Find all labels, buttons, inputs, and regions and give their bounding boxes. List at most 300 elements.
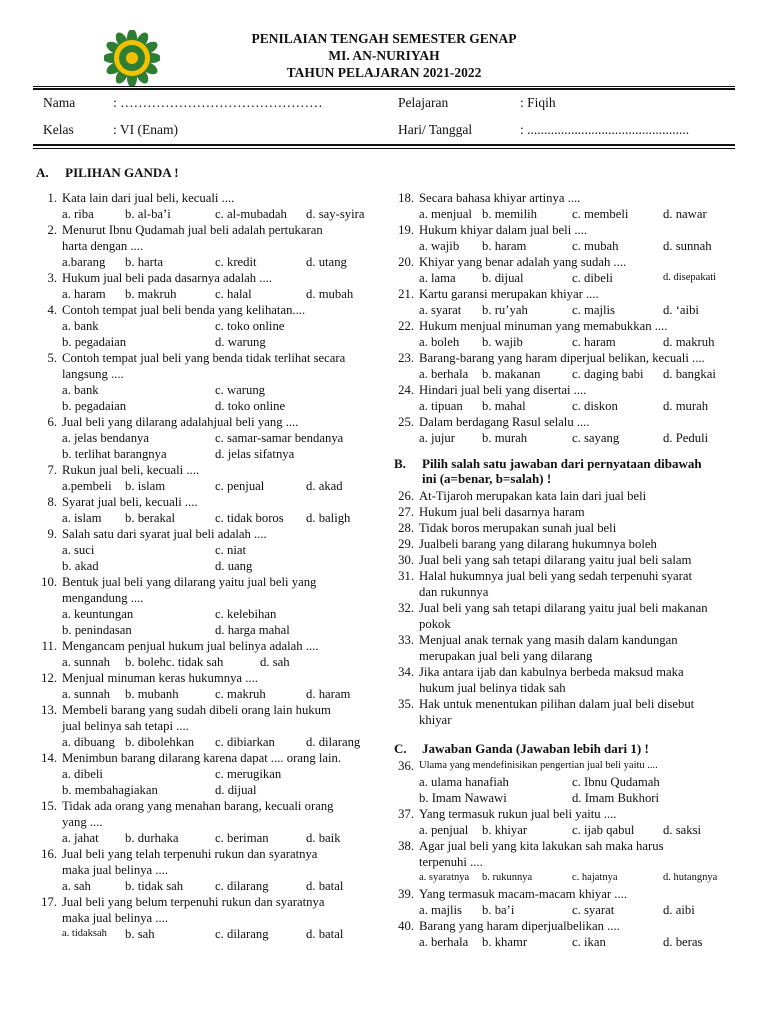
- answer-option[interactable]: a. suci: [62, 543, 95, 557]
- pelajaran-value: : Fiqih: [520, 95, 556, 110]
- answer-option[interactable]: a. berhala: [419, 367, 469, 381]
- answer-option[interactable]: b. berakal: [125, 511, 176, 525]
- answer-option[interactable]: c. ijab qabul: [572, 823, 635, 837]
- answer-option[interactable]: b. mahal: [482, 399, 526, 413]
- question-number: 6.: [47, 415, 57, 429]
- statement-text: Menjual anak ternak yang masih dalam kandungan: [419, 633, 678, 647]
- option-row: [62, 830, 373, 846]
- option-row: [62, 334, 373, 350]
- answer-option[interactable]: a. lama: [419, 271, 456, 285]
- question-item: [33, 462, 373, 494]
- question-text: Ulama yang mendefinisikan pengertian jual beli yaitu ....: [419, 760, 658, 771]
- answer-option[interactable]: c. samar-samar bendanya: [215, 431, 344, 445]
- question-number: 24.: [398, 383, 414, 397]
- answer-option[interactable]: a. sah: [62, 879, 91, 893]
- question-text: Salah satu dari syarat jual beli adalah ....: [62, 527, 267, 541]
- question-text: harta dengan ....: [62, 239, 144, 253]
- answer-option[interactable]: a. tipuan: [419, 399, 463, 413]
- answer-option[interactable]: b. dibolehkan: [125, 735, 195, 749]
- option-row: [62, 478, 373, 494]
- answer-option[interactable]: c. dilarang: [215, 927, 269, 941]
- option-row: [419, 270, 740, 286]
- answer-option[interactable]: c. membeli: [572, 207, 629, 221]
- answer-option[interactable]: c. majlis: [572, 303, 615, 317]
- question-text: Khiyar yang benar adalah yang sudah ....: [419, 255, 627, 269]
- answer-option[interactable]: d. akad: [306, 479, 343, 493]
- statement-item: [390, 504, 740, 520]
- answer-option[interactable]: d. uang: [215, 559, 253, 573]
- section-c-letter: C.: [394, 741, 407, 756]
- answer-option[interactable]: d. batal: [306, 879, 344, 893]
- question-item: [33, 190, 373, 222]
- answer-option[interactable]: b. islam: [125, 479, 166, 493]
- question-text: Contoh tempat jual beli benda yang kelihatan....: [62, 303, 306, 317]
- option-row: [419, 934, 740, 950]
- answer-option[interactable]: b. bolehc. tidak sah: [125, 655, 224, 669]
- statement-text: hukum jual belinya tidak sah: [419, 681, 566, 695]
- question-number: 25.: [398, 415, 414, 429]
- question-text: jual belinya sah tetapi ....: [62, 719, 189, 733]
- statement-text: merupakan jual beli yang dilarang: [419, 649, 593, 663]
- statement-item: [390, 664, 740, 696]
- answer-option[interactable]: a. ulama hanafiah: [419, 775, 509, 789]
- question-number: 4.: [47, 303, 57, 317]
- option-row: [419, 774, 740, 790]
- answer-option[interactable]: c. sayang: [572, 431, 620, 445]
- answer-option[interactable]: b. akad: [62, 559, 99, 573]
- statement-text: Tidak boros merupakan sunah jual beli: [419, 521, 617, 535]
- answer-option[interactable]: b. pegadaian: [62, 399, 127, 413]
- question-number: 10.: [41, 575, 57, 589]
- question-item: [33, 302, 373, 350]
- question-item: [390, 918, 740, 950]
- answer-option[interactable]: d. sah: [260, 655, 290, 669]
- statement-text: Hukum jual beli dasarnya haram: [419, 505, 585, 519]
- statement-text: pokok: [419, 617, 451, 631]
- question-item: [33, 798, 373, 846]
- option-row: [62, 430, 373, 446]
- answer-option[interactable]: a. bank: [62, 319, 99, 333]
- statement-number: 30.: [398, 553, 414, 567]
- answer-option[interactable]: b. wajib: [482, 335, 523, 349]
- answer-option[interactable]: a. syaratnya: [419, 872, 470, 883]
- answer-option[interactable]: d. sunnah: [663, 239, 712, 253]
- answer-option[interactable]: d. warung: [215, 335, 266, 349]
- answer-option[interactable]: a. syarat: [419, 303, 462, 317]
- question-text: terpenuhi ....: [419, 855, 483, 869]
- answer-option[interactable]: b. penindasan: [62, 623, 132, 637]
- answer-option[interactable]: a. jelas bendanya: [62, 431, 150, 445]
- question-item: [390, 222, 740, 254]
- statement-item: [390, 696, 740, 728]
- answer-option[interactable]: b. sah: [125, 927, 155, 941]
- option-row: [419, 238, 740, 254]
- answer-option[interactable]: c. dibeli: [572, 271, 613, 285]
- question-text: mengandung ....: [62, 591, 144, 605]
- answer-option[interactable]: d. jelas sifatnya: [215, 447, 295, 461]
- answer-option[interactable]: a. bank: [62, 383, 99, 397]
- nama-field[interactable]: : ………………………………………: [113, 95, 323, 110]
- question-item: [33, 526, 373, 574]
- question-number: 39.: [398, 887, 414, 901]
- kelas-label: Kelas: [43, 122, 74, 137]
- question-item: [33, 414, 373, 462]
- question-item: [33, 894, 373, 942]
- question-item: [390, 286, 740, 318]
- option-row: [62, 254, 373, 270]
- answer-option[interactable]: b. al-ba’i: [125, 207, 171, 221]
- answer-option[interactable]: d. beras: [663, 935, 703, 949]
- option-row: [62, 558, 373, 574]
- answer-option[interactable]: c. halal: [215, 287, 252, 301]
- answer-option[interactable]: b. khiyar: [482, 823, 528, 837]
- statement-number: 31.: [398, 569, 414, 583]
- question-number: 2.: [47, 223, 57, 237]
- answer-option[interactable]: d. saksi: [663, 823, 702, 837]
- answer-option[interactable]: d. baligh: [306, 511, 351, 525]
- answer-option[interactable]: d. aibi: [663, 903, 695, 917]
- answer-option[interactable]: b. Imam Nawawi: [419, 791, 507, 805]
- option-row: [419, 870, 740, 886]
- question-item: [33, 350, 373, 414]
- answer-option[interactable]: d. haram: [306, 687, 351, 701]
- school-name: MI. AN-NURIYAH: [328, 48, 440, 63]
- question-number: 8.: [47, 495, 57, 509]
- answer-option[interactable]: b. ru’yah: [482, 303, 528, 317]
- question-text: Dalam berdagang Rasul selalu ....: [419, 415, 590, 429]
- answer-option[interactable]: d. harga mahal: [215, 623, 290, 637]
- answer-option[interactable]: d. baik: [306, 831, 341, 845]
- answer-option[interactable]: c. beriman: [215, 831, 269, 845]
- question-number: 36.: [398, 759, 414, 773]
- question-item: [33, 750, 373, 798]
- question-number: 16.: [41, 847, 57, 861]
- question-text: langsung ....: [62, 367, 124, 381]
- answer-option[interactable]: b. memilih: [482, 207, 537, 221]
- answer-option[interactable]: c. hajatnya: [572, 872, 618, 883]
- answer-option[interactable]: d. dilarang: [306, 735, 361, 749]
- question-text: Hukum khiyar dalam jual beli ....: [419, 223, 588, 237]
- answer-option[interactable]: c. diskon: [572, 399, 618, 413]
- answer-option[interactable]: b. khamr: [482, 935, 528, 949]
- section-b-heading: [390, 456, 740, 486]
- section-c-title: Jawaban Ganda (Jawaban lebih dari 1) !: [422, 741, 649, 756]
- answer-option[interactable]: a. tidaksah: [62, 928, 107, 939]
- exam-title: PENILAIAN TENGAH SEMESTER GENAP: [251, 31, 517, 46]
- statement-text: Jual beli yang sah tetapi dilarang yaitu jual beli salam: [419, 553, 692, 567]
- answer-option[interactable]: b. makruh: [125, 287, 177, 301]
- answer-option[interactable]: c. haram: [572, 335, 616, 349]
- statement-number: 32.: [398, 601, 414, 615]
- question-text: Membeli barang yang sudah dibeli orang lain hukum: [62, 703, 331, 717]
- option-row: [62, 510, 373, 526]
- answer-option[interactable]: d. bangkai: [663, 367, 716, 381]
- question-text: Syarat jual beli, kecuali ....: [62, 495, 198, 509]
- answer-option[interactable]: b. tidak sah: [125, 879, 184, 893]
- statement-item: [390, 536, 740, 552]
- section-a-letter: A.: [36, 165, 49, 180]
- question-text: Jual beli yang belum terpenuhi rukun dan syaratnya: [62, 895, 325, 909]
- answer-option[interactable]: b. rukunnya: [482, 872, 533, 883]
- question-text: Bentuk jual beli yang dilarang yaitu jual beli yang: [62, 575, 317, 589]
- answer-option[interactable]: b. harta: [125, 255, 164, 269]
- question-text: Kartu garansi merupakan khiyar ....: [419, 287, 599, 301]
- answer-option[interactable]: c. makruh: [215, 687, 266, 701]
- answer-option[interactable]: d. nawar: [663, 207, 707, 221]
- question-text: Agar jual beli yang kita lakukan sah maka harus: [419, 839, 664, 853]
- statement-text: At-Tijaroh merupakan kata lain dari jual beli: [419, 489, 647, 503]
- question-text: maka jual belinya ....: [62, 911, 169, 925]
- answer-option[interactable]: c. toko online: [215, 319, 285, 333]
- answer-option[interactable]: a. sunnah: [62, 655, 110, 669]
- question-number: 23.: [398, 351, 414, 365]
- question-item: [33, 222, 373, 270]
- question-number: 15.: [41, 799, 57, 813]
- answer-option[interactable]: a. wajib: [419, 239, 460, 253]
- option-row: [419, 398, 740, 414]
- question-item: [390, 382, 740, 414]
- question-text: Secara bahasa khiyar artinya ....: [419, 191, 581, 205]
- question-text: Contoh tempat jual beli yang benda tidak terlihat secara: [62, 351, 346, 365]
- statement-text: Jual beli yang sah tetapi dilarang yaitu jual beli makanan: [419, 601, 708, 615]
- answer-option[interactable]: c. penjual: [215, 479, 265, 493]
- question-item: [390, 254, 740, 286]
- answer-option[interactable]: b. haram: [482, 239, 527, 253]
- question-number: 14.: [41, 751, 57, 765]
- question-text: Kata lain dari jual beli, kecuali ....: [62, 191, 235, 205]
- question-number: 37.: [398, 807, 414, 821]
- header-rule-bottom: [33, 148, 735, 149]
- answer-option[interactable]: c. merugikan: [215, 767, 282, 781]
- answer-option[interactable]: a. berhala: [419, 935, 469, 949]
- answer-option[interactable]: a. jujur: [419, 431, 455, 445]
- question-item: [33, 670, 373, 702]
- answer-option[interactable]: b. terlihat barangnya: [62, 447, 167, 461]
- question-text: Menurut Ibnu Qudamah jual beli adalah pertukaran: [62, 223, 323, 237]
- answer-option[interactable]: a. menjual: [419, 207, 472, 221]
- question-item: [390, 350, 740, 382]
- question-number: 9.: [47, 527, 57, 541]
- question-text: Jual beli yang telah terpenuhi rukun dan syaratnya: [62, 847, 318, 861]
- statement-number: 27.: [398, 505, 414, 519]
- question-number: 17.: [41, 895, 57, 909]
- answer-option[interactable]: a. boleh: [419, 335, 460, 349]
- answer-option[interactable]: c. kredit: [215, 255, 257, 269]
- option-row: [419, 790, 740, 806]
- question-text: yang ....: [62, 815, 103, 829]
- statement-item: [390, 568, 740, 600]
- answer-option[interactable]: d. murah: [663, 399, 709, 413]
- questions-left-column: [33, 190, 373, 942]
- statement-number: 34.: [398, 665, 414, 679]
- section-b-letter: B.: [394, 456, 406, 471]
- question-item: [390, 414, 740, 446]
- question-item: [390, 838, 740, 886]
- answer-option[interactable]: d. utang: [306, 255, 347, 269]
- answer-option[interactable]: b. durhaka: [125, 831, 179, 845]
- answer-option[interactable]: a. penjual: [419, 823, 469, 837]
- question-number: 18.: [398, 191, 414, 205]
- option-row: [62, 686, 373, 702]
- question-number: 5.: [47, 351, 57, 365]
- question-item: [33, 270, 373, 302]
- statement-item: [390, 552, 740, 568]
- answer-option[interactable]: d. makruh: [663, 335, 715, 349]
- option-row: [419, 430, 740, 446]
- answer-option[interactable]: c. warung: [215, 383, 266, 397]
- option-row: [62, 398, 373, 414]
- question-text: Barang-barang yang haram diperjual belikan, kecuali ....: [419, 351, 705, 365]
- answer-option[interactable]: b. ba’i: [482, 903, 515, 917]
- answer-option[interactable]: d. mubah: [306, 287, 354, 301]
- answer-option[interactable]: a.barang: [62, 255, 106, 269]
- question-number: 13.: [41, 703, 57, 717]
- section-b-title-line2: ini (a=benar, b=salah) !: [422, 471, 552, 486]
- answer-option[interactable]: a. sunnah: [62, 687, 110, 701]
- statement-number: 29.: [398, 537, 414, 551]
- question-item: [390, 318, 740, 350]
- section-a-title: PILIHAN GANDA !: [65, 165, 179, 180]
- answer-option[interactable]: a.pembeli: [62, 479, 112, 493]
- question-text: Barang yang haram diperjualbelikan ....: [419, 919, 620, 933]
- hari-field[interactable]: : ................................................: [520, 122, 690, 137]
- answer-option[interactable]: b. membahagiakan: [62, 783, 158, 797]
- answer-option[interactable]: b. dijual: [482, 271, 524, 285]
- statement-text: dan rukunnya: [419, 585, 489, 599]
- statement-text: Halal hukumnya jual beli yang sedah terpenuhi syarat: [419, 569, 693, 583]
- statement-item: [390, 600, 740, 632]
- statement-text: Jualbeli barang yang dilarang hukumnya boleh: [419, 537, 657, 551]
- question-text: Menjual minuman keras hukumnya ....: [62, 671, 258, 685]
- answer-option[interactable]: d. disepakati: [663, 272, 717, 283]
- answer-option[interactable]: d. hutangnya: [663, 872, 718, 883]
- question-number: 20.: [398, 255, 414, 269]
- answer-option[interactable]: b. murah: [482, 431, 528, 445]
- answer-option[interactable]: b. mubanh: [125, 687, 179, 701]
- answer-option[interactable]: a. islam: [62, 511, 102, 525]
- questions-right-list: [390, 190, 740, 446]
- question-number: 1.: [47, 191, 57, 205]
- answer-option[interactable]: b. pegadaian: [62, 335, 127, 349]
- nama-label: Nama: [43, 95, 76, 110]
- statement-item: [390, 632, 740, 664]
- option-row: [419, 206, 740, 222]
- answer-option[interactable]: c. dilarang: [215, 879, 269, 893]
- question-text: maka jual belinya ....: [62, 863, 169, 877]
- hari-label: Hari/ Tanggal: [398, 122, 473, 137]
- question-text: Hindari jual beli yang disertai ....: [419, 383, 587, 397]
- answer-option[interactable]: a. majlis: [419, 903, 462, 917]
- question-text: Hukum menjual minuman yang memabukkan ....: [419, 319, 668, 333]
- answer-option[interactable]: d. Peduli: [663, 431, 709, 445]
- answer-option[interactable]: a. dibuang: [62, 735, 115, 749]
- option-row: [62, 782, 373, 798]
- kelas-value: : VI (Enam): [113, 122, 178, 137]
- option-row: [62, 606, 373, 622]
- option-row: [62, 926, 373, 942]
- option-row: [62, 622, 373, 638]
- answer-option[interactable]: a. jahat: [62, 831, 99, 845]
- header-rule-bottom-thick: [33, 144, 735, 146]
- statement-number: 35.: [398, 697, 414, 711]
- answer-option[interactable]: d. dijual: [215, 783, 257, 797]
- answer-option[interactable]: c. ikan: [572, 935, 606, 949]
- answer-option[interactable]: a. keuntungan: [62, 607, 134, 621]
- section-a-heading: [36, 165, 179, 180]
- answer-option[interactable]: a. dibeli: [62, 767, 103, 781]
- option-row: [62, 286, 373, 302]
- answer-option[interactable]: c. dibiarkan: [215, 735, 275, 749]
- question-text: Hukum jual beli pada dasarnya adalah ....: [62, 271, 272, 285]
- question-item: [33, 574, 373, 638]
- answer-option[interactable]: a. riba: [62, 207, 94, 221]
- question-text: Rukun jual beli, kecuali ....: [62, 463, 200, 477]
- statements-list: [390, 488, 740, 728]
- statement-item: [390, 488, 740, 504]
- question-number: 11.: [41, 639, 57, 653]
- answer-option[interactable]: d. say-syira: [306, 207, 365, 221]
- option-row: [62, 206, 373, 222]
- option-row: [419, 822, 740, 838]
- question-number: 40.: [398, 919, 414, 933]
- answer-option[interactable]: c. daging babi: [572, 367, 644, 381]
- question-number: 38.: [398, 839, 414, 853]
- question-item: [390, 806, 740, 838]
- answer-option[interactable]: d. toko online: [215, 399, 286, 413]
- answer-option[interactable]: a. haram: [62, 287, 106, 301]
- question-text: Mengancam penjual hukum jual belinya adalah ....: [62, 639, 319, 653]
- option-row: [62, 318, 373, 334]
- answer-option[interactable]: b. makanan: [482, 367, 541, 381]
- answer-option[interactable]: c. tidak boros: [215, 511, 284, 525]
- answer-option[interactable]: c. syarat: [572, 903, 615, 917]
- question-number: 3.: [47, 271, 57, 285]
- question-text: Jual beli yang dilarang adalahjual beli yang ....: [62, 415, 299, 429]
- answer-option[interactable]: c. al-mubadah: [215, 207, 287, 221]
- question-item: [390, 886, 740, 918]
- option-row: [419, 302, 740, 318]
- answer-option[interactable]: c. mubah: [572, 239, 619, 253]
- pelajaran-label: Pelajaran: [398, 95, 449, 110]
- question-item: [33, 846, 373, 894]
- question-item: [390, 758, 740, 806]
- option-row: [62, 382, 373, 398]
- option-row: [62, 654, 373, 670]
- answer-option[interactable]: c. niat: [215, 543, 247, 557]
- questions-right-column: [390, 190, 740, 950]
- option-row: [419, 902, 740, 918]
- question-number: 12.: [41, 671, 57, 685]
- answer-option[interactable]: d. batal: [306, 927, 344, 941]
- section-c-heading: [390, 741, 740, 756]
- answer-option[interactable]: c. kelebihan: [215, 607, 277, 621]
- option-row: [419, 334, 740, 350]
- section-b-title-line1: Pilih salah satu jawaban dari pernyataan dibawah: [422, 456, 702, 471]
- answer-option[interactable]: d. ‘aibi: [663, 303, 699, 317]
- statement-text: khiyar: [419, 713, 452, 727]
- option-row: [62, 734, 373, 750]
- question-item: [390, 190, 740, 222]
- academic-year: TAHUN PELAJARAN 2021-2022: [286, 65, 482, 80]
- option-row: [62, 878, 373, 894]
- option-row: [62, 446, 373, 462]
- statement-text: Hak untuk menentukan pilihan dalam jual beli disebut: [419, 697, 695, 711]
- answer-option[interactable]: c. Ibnu Qudamah: [572, 775, 660, 789]
- answer-option[interactable]: d. Imam Bukhori: [572, 791, 660, 805]
- question-number: 7.: [47, 463, 57, 477]
- question-item: [33, 494, 373, 526]
- statement-number: 26.: [398, 489, 414, 503]
